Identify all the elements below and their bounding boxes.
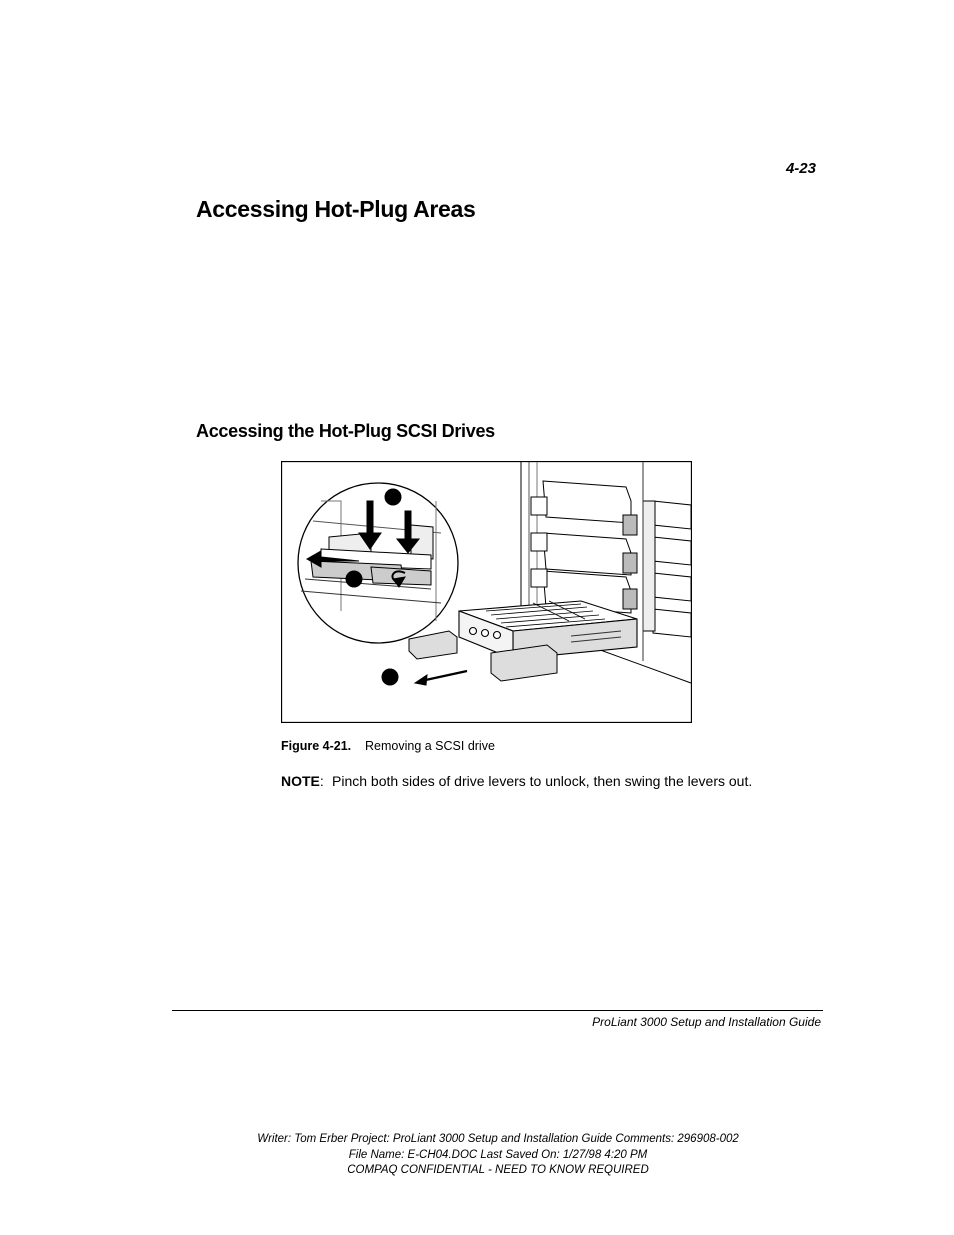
section-heading: Accessing Hot-Plug Areas: [196, 196, 476, 222]
footer-meta-line-2: File Name: E-CH04.DOC Last Saved On: 1/27/98 4:20 PM: [348, 1149, 648, 1161]
subsection-heading: Accessing the Hot-Plug SCSI Drives: [196, 421, 495, 441]
drive-bay-column-left: [531, 481, 637, 613]
figure-scsi-drive-removal: [281, 461, 692, 723]
note-text: Pinch both sides of drive levers to unlock, then swing the levers out.: [332, 773, 753, 789]
footer-rule: [172, 1010, 823, 1011]
drive-bay-column-right: [643, 462, 691, 661]
drive-lever-left: [409, 631, 457, 659]
figure-caption: [281, 739, 495, 753]
pull-arrow-line: [421, 671, 467, 681]
footer-meta-line-1: Writer: Tom Erber Project: ProLiant 3000 Setup and Installation Guide Comments: 296908-002: [257, 1133, 739, 1145]
figure-label: Figure 4-21.: [281, 739, 352, 753]
pull-arrow-head: [415, 675, 427, 685]
callout-marker-1: [385, 489, 401, 505]
callout-marker-2: [346, 571, 362, 587]
figure-caption-text: Removing a SCSI drive: [365, 739, 495, 753]
callout-marker-3: [382, 669, 398, 685]
note: [281, 773, 753, 789]
scsi-drive-illustration: [281, 461, 692, 723]
page-number: 4-23: [785, 160, 816, 177]
footer-meta-line-3: COMPAQ CONFIDENTIAL - NEED TO KNOW REQUIRED: [347, 1164, 649, 1176]
note-label: NOTE: [281, 773, 320, 789]
magnified-inset: [298, 483, 458, 643]
note-separator: :: [319, 773, 324, 789]
footer-guide-title: ProLiant 3000 Setup and Installation Guide: [592, 1015, 821, 1029]
